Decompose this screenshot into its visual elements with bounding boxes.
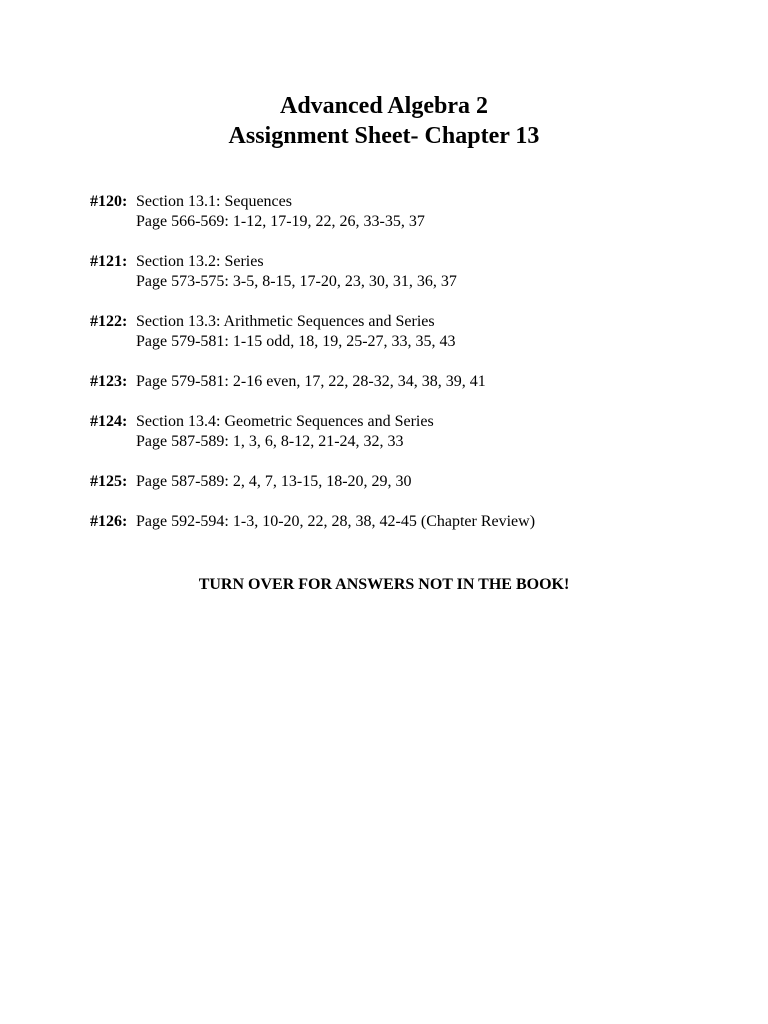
title-line-1: Advanced Algebra 2 (279, 93, 488, 119)
assignment-number: #122: (90, 313, 128, 330)
assignment-number: #126: (90, 513, 128, 530)
assignment-pages: Page 587-589: 2, 4, 7, 13-15, 18-20, 29, 30 (136, 473, 412, 490)
assignment-120 (90, 192, 730, 232)
assignment-section: Section 13.2: Series (136, 253, 264, 270)
assignment-122 (90, 312, 730, 352)
assignment-list (90, 192, 730, 552)
assignment-pages: Page 592-594: 1-3, 10-20, 22, 28, 38, 42-45 (Chapter Review) (136, 513, 536, 530)
assignment-number: #121: (90, 253, 128, 270)
assignment-number: #125: (90, 473, 128, 490)
assignment-section: Section 13.3: Arithmetic Sequences and Series (136, 313, 435, 330)
assignment-section: Section 13.4: Geometric Sequences and Series (136, 413, 434, 430)
assignment-number: #123: (90, 373, 128, 390)
assignment-section: Section 13.1: Sequences (136, 193, 292, 210)
assignment-126 (90, 512, 730, 532)
assignment-pages: Page 566-569: 1-12, 17-19, 22, 26, 33-35, 37 (136, 213, 425, 230)
turn-over-note: TURN OVER FOR ANSWERS NOT IN THE BOOK! (198, 576, 570, 593)
assignment-124 (90, 412, 730, 452)
assignment-number: #120: (90, 193, 128, 210)
assignment-123 (90, 372, 730, 392)
assignment-pages: Page 587-589: 1, 3, 6, 8-12, 21-24, 32, 33 (136, 433, 404, 450)
assignment-number: #124: (90, 413, 128, 430)
assignment-125 (90, 472, 730, 492)
assignment-121 (90, 252, 730, 292)
assignment-pages: Page 573-575: 3-5, 8-15, 17-20, 23, 30, 31, 36, 37 (136, 273, 457, 290)
document-title (0, 91, 768, 151)
title-line-2: Assignment Sheet- Chapter 13 (228, 123, 540, 149)
assignment-pages: Page 579-581: 1-15 odd, 18, 19, 25-27, 33, 35, 43 (136, 333, 456, 350)
assignment-pages: Page 579-581: 2-16 even, 17, 22, 28-32, 34, 38, 39, 41 (136, 373, 486, 390)
